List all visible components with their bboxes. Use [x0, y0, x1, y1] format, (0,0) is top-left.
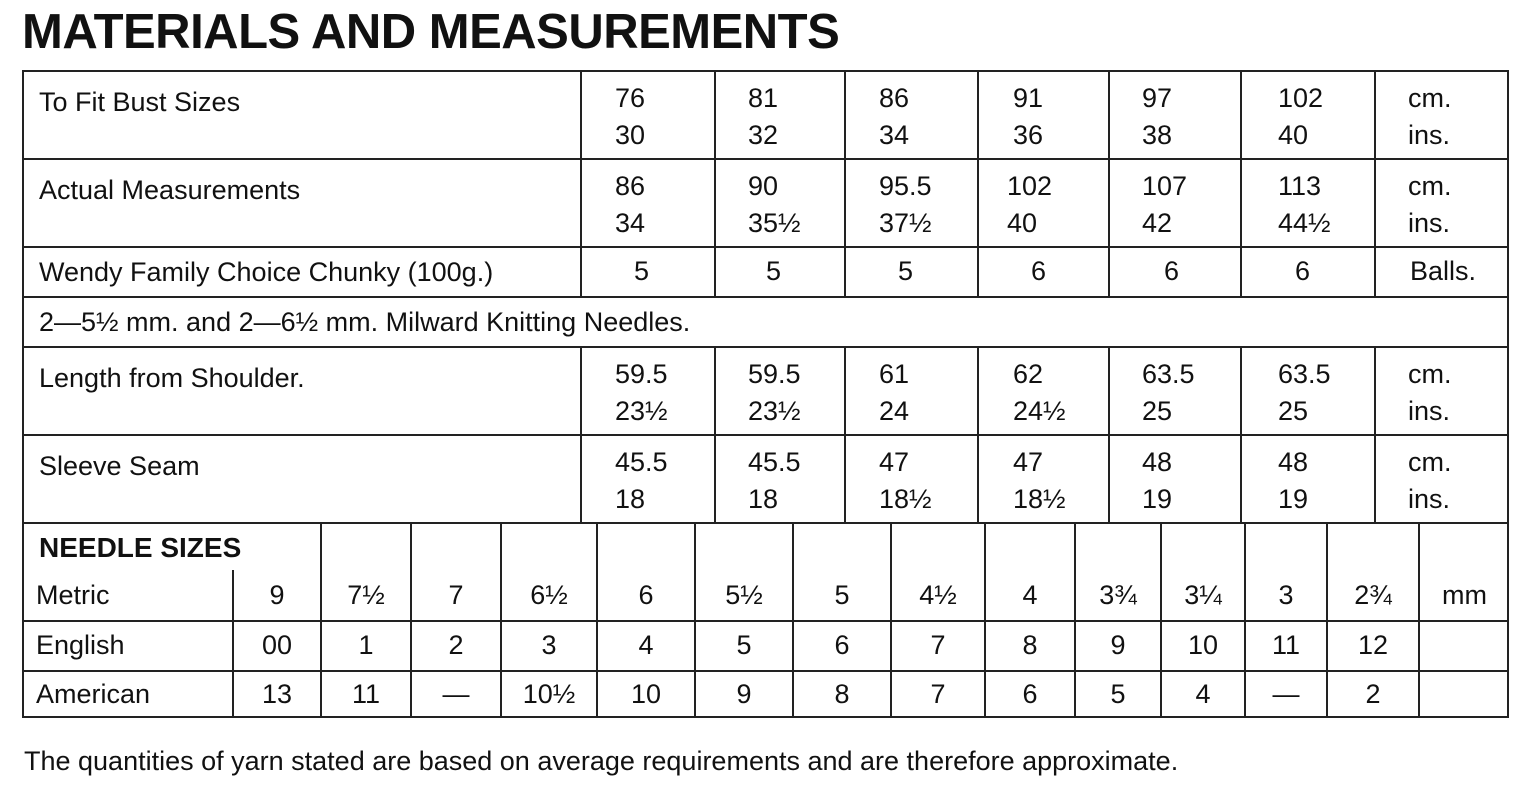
row-label: Length from Shoulder. [39, 363, 305, 393]
page-title: MATERIALS AND MEASUREMENTS [22, 5, 840, 59]
table-row [24, 348, 1507, 436]
needle-size-value: — [410, 670, 500, 718]
needle-row-label: English [36, 629, 125, 660]
needle-row-label: American [36, 678, 151, 709]
size-value: 6 [1240, 248, 1374, 296]
needle-size-value [1418, 620, 1509, 670]
needle-size-value: 4 [596, 620, 694, 670]
size-value: 6 [1108, 248, 1240, 296]
size-value: 47 18½ [977, 436, 1108, 522]
grid-line [500, 524, 502, 570]
size-value: 86 34 [580, 160, 714, 246]
needle-size-value: 12 [1326, 620, 1418, 670]
unit-label: cm. ins. [1374, 436, 1509, 522]
grid-line [320, 524, 322, 570]
size-value: 59.5 23½ [714, 348, 844, 434]
table-row [24, 72, 1507, 160]
row-label: Wendy Family Choice Chunky (100g.) [39, 257, 494, 287]
needle-size-value: 3¼ [1160, 570, 1244, 620]
needle-size-value: 2 [410, 620, 500, 670]
needle-size-value [1418, 670, 1509, 718]
needle-size-value: 5½ [694, 570, 792, 620]
grid-line [890, 524, 892, 570]
grid-line [1160, 524, 1162, 570]
needle-size-value: 9 [232, 570, 320, 620]
grid-line [596, 524, 598, 570]
needle-size-value: 3¾ [1074, 570, 1160, 620]
grid-line [1074, 524, 1076, 570]
grid-line [1418, 524, 1420, 570]
size-value: 91 36 [977, 72, 1108, 158]
size-value: 76 30 [580, 72, 714, 158]
needle-size-value: 11 [1244, 620, 1326, 670]
table-row [24, 436, 1507, 524]
grid-line [1326, 524, 1328, 570]
row-label: To Fit Bust Sizes [39, 87, 241, 117]
size-value: 81 32 [714, 72, 844, 158]
row-label: Actual Measurements [39, 175, 301, 205]
needle-row-english [24, 620, 1507, 670]
needle-size-value: 6 [596, 570, 694, 620]
row-label: Sleeve Seam [39, 451, 200, 481]
needle-row-american [24, 670, 1507, 718]
needle-size-value: 11 [320, 670, 410, 718]
size-value: 5 [844, 248, 977, 296]
needle-row-metric [24, 570, 1507, 620]
size-value: 95.5 37½ [844, 160, 977, 246]
needles-note: 2—5½ mm. and 2—6½ mm. Milward Knitting Needles. [39, 307, 691, 337]
needle-size-value: 7 [890, 670, 984, 718]
needle-size-value: 4 [984, 570, 1074, 620]
needle-size-value: 3 [1244, 570, 1326, 620]
size-value: 45.5 18 [714, 436, 844, 522]
needle-size-value: 00 [232, 620, 320, 670]
needle-size-value: 2¾ [1326, 570, 1418, 620]
needle-size-value: 5 [792, 570, 890, 620]
size-value: 97 38 [1108, 72, 1240, 158]
size-value: 48 19 [1108, 436, 1240, 522]
size-value: 107 42 [1108, 160, 1240, 246]
needle-size-value: 10 [596, 670, 694, 718]
size-value: 61 24 [844, 348, 977, 434]
needle-size-value: 1 [320, 620, 410, 670]
needle-size-value: 6 [984, 670, 1074, 718]
needle-size-value: 2 [1326, 670, 1418, 718]
size-value: 102 40 [1240, 72, 1374, 158]
unit-label: Balls. [1374, 248, 1509, 296]
needle-sizes-block [24, 524, 1507, 718]
table-row [24, 248, 1507, 298]
grid-line [1244, 524, 1246, 570]
size-value: 62 24½ [977, 348, 1108, 434]
grid-line [984, 524, 986, 570]
needle-size-value: 5 [694, 620, 792, 670]
size-value: 5 [714, 248, 844, 296]
needle-size-value: 7 [890, 620, 984, 670]
needle-size-value: 8 [792, 670, 890, 718]
size-value: 63.5 25 [1240, 348, 1374, 434]
needle-size-value: 4½ [890, 570, 984, 620]
needle-size-value: 7½ [320, 570, 410, 620]
needle-size-value: 9 [1074, 620, 1160, 670]
size-value: 86 34 [844, 72, 977, 158]
size-value: 5 [580, 248, 714, 296]
size-value: 90 35½ [714, 160, 844, 246]
size-value: 45.5 18 [580, 436, 714, 522]
needle-size-value: 7 [410, 570, 500, 620]
table-row [24, 298, 1507, 348]
needle-size-value: 4 [1160, 670, 1244, 718]
unit-label: mm [1418, 570, 1509, 620]
needle-size-value: 8 [984, 620, 1074, 670]
grid-line [410, 524, 412, 570]
needle-sizes-heading: NEEDLE SIZES [39, 532, 242, 563]
size-value: 102 40 [977, 160, 1108, 246]
needle-size-value: 13 [232, 670, 320, 718]
footer-note: The quantities of yarn stated are based on average requirements and are therefore approximate. [24, 746, 1179, 776]
table-row [24, 160, 1507, 248]
unit-label: cm. ins. [1374, 160, 1509, 246]
needle-size-value: 3 [500, 620, 596, 670]
size-value: 47 18½ [844, 436, 977, 522]
size-value: 59.5 23½ [580, 348, 714, 434]
size-value: 6 [977, 248, 1108, 296]
grid-line [792, 524, 794, 570]
size-value: 113 44½ [1240, 160, 1374, 246]
unit-label: cm. ins. [1374, 72, 1509, 158]
needle-size-value: 10½ [500, 670, 596, 718]
needle-size-value: 10 [1160, 620, 1244, 670]
size-value: 48 19 [1240, 436, 1374, 522]
needle-size-value: — [1244, 670, 1326, 718]
needle-row-label: Metric [36, 579, 110, 610]
needle-size-value: 5 [1074, 670, 1160, 718]
measurements-table [22, 70, 1509, 718]
needle-size-value: 6 [792, 620, 890, 670]
size-value: 63.5 25 [1108, 348, 1240, 434]
needle-size-value: 9 [694, 670, 792, 718]
unit-label: cm. ins. [1374, 348, 1509, 434]
needle-size-value: 6½ [500, 570, 596, 620]
grid-line [694, 524, 696, 570]
